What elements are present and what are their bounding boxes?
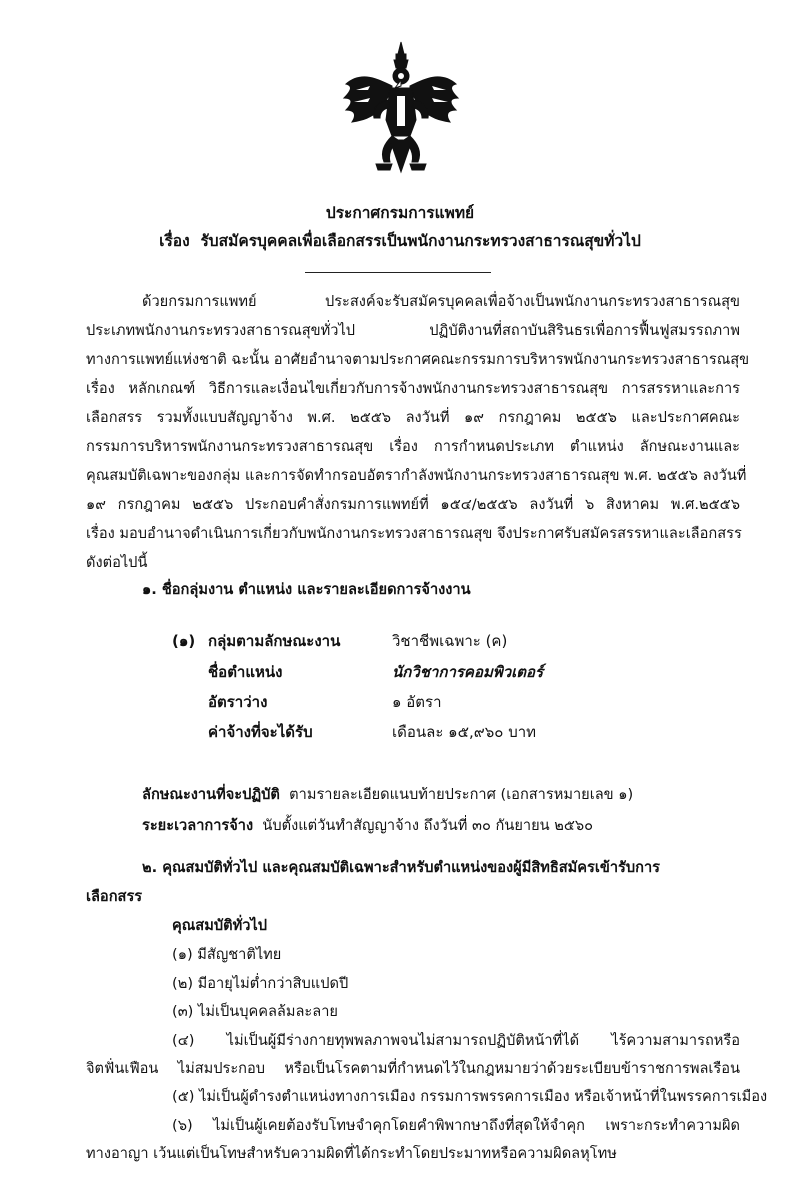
position-row-value: วิชาชีพเฉพาะ (ค) [392,632,508,650]
section2-heading: ๒. คุณสมบัติทั่วไป และคุณสมบัติเฉพาะสำหรับตำแหน่งของผู้มีสิทธิสมัครเข้ารับการ [142,859,661,876]
qualification-item: (๒) มีอายุไม่ต่ำกว่าสิบแปดปี [172,975,349,992]
position-row-value: ๑ อัตรา [392,693,442,711]
intro-line: ดังต่อไปนี้ [86,554,148,571]
period-label: ระยะเวลาการจ้าง [142,817,254,834]
intro-line: ประเภทพนักงานกระทรวงสาธารณสุขทั่วไป ปฏิบัติงานที่สถาบันสิรินธรเพื่อการฟื้นฟูสมรรถภาพ [86,322,740,339]
position-row-label: อัตราว่าง [208,693,268,711]
position-row-label: ค่าจ้างที่จะได้รับ [208,723,313,741]
position-row-label: กลุ่มตามลักษณะงาน [208,632,341,650]
intro-line: คุณสมบัติเฉพาะของกลุ่ม และการจัดทำกรอบอัตรากำลังพนักงานกระทรวงสาธารณสุข พ.ศ. ๒๕๕๖ ลงวันที่ [86,467,747,484]
qualification-item: (๔) ไม่เป็นผู้มีร่างกายทุพพลภาพจนไม่สามารถปฏิบัติหน้าที่ได้ ไร้ความสามารถหรือ [172,1032,740,1049]
intro-line: ทางการแพทย์แห่งชาติ ฉะนั้น อาศัยอำนาจตามประกาศคณะกรรมการบริหารพนักงานกระทรวงสาธารณสุข [86,351,750,368]
duty-line [142,785,633,805]
duty-label: ลักษณะงานที่จะปฏิบัติ [142,786,280,803]
qualification-item: (๕) ไม่เป็นผู้ดำรงตำแหน่งทางการเมือง กรรมการพรรคการเมือง หรือเจ้าหน้าที่ในพรรคการเมือง [172,1088,768,1105]
section1-heading: ๑. ชื่อกลุ่มงาน ตำแหน่ง และรายละเอียดการจ้างงาน [142,581,471,598]
position-row-value: เดือนละ ๑๕,๙๖๐ บาท [392,723,537,741]
intro-line: ๑๙ กรกฎาคม ๒๕๕๖ ประกอบคำสั่งกรมการแพทย์ที่ ๑๕๔/๒๕๕๖ ลงวันที่ ๖ สิงหาคม พ.ศ.๒๕๕๖ [86,496,740,513]
period-value: นับตั้งแต่วันทำสัญญาจ้าง ถึงวันที่ ๓๐ กันยายน ๒๕๖๐ [262,817,594,834]
qualification-item-cont: จิตฟั่นเฟือน ไม่สมประกอบ หรือเป็นโรคตามที่กำหนดไว้ในกฎหมายว่าด้วยระเบียบข้าราชการพลเรือน [86,1060,740,1077]
intro-line: ด้วยกรมการแพทย์ ประสงค์จะรับสมัครบุคคลเพื่อจ้างเป็นพนักงานกระทรวงสาธารณสุข [142,293,740,310]
announcement-title: ประกาศกรมการแพทย์ [325,204,475,222]
qualification-item: (๓) ไม่เป็นบุคคลล้มละลาย [172,1003,338,1020]
position-title-value: นักวิชาการคอมพิวเตอร์ [392,663,544,681]
intro-line: เรื่อง มอบอำนาจดำเนินการเกี่ยวกับพนักงานกระทรวงสาธารณสุข จึงประกาศรับสมัครสรรหาและเลือกสรร [86,525,742,542]
qualification-item: (๑) มีสัญชาติไทย [172,946,282,963]
qualification-item-cont: ทางอาญา เว้นแต่เป็นโทษสำหรับความผิดที่ได้กระทำโดยประมาทหรือความผิดลหุโทษ [86,1145,617,1162]
position-item-number: (๑) [172,632,196,650]
intro-line: กรรมการบริหารพนักงานกระทรวงสาธารณสุข เรื่อง การกำหนดประเภท ตำแหน่ง ลักษณะงานและ [86,438,740,455]
intro-line: เรื่อง หลักเกณฑ์ วิธีการและเงื่อนไขเกี่ยวกับการจ้างพนักงานกระทรวงสาธารณสุข การสรรหาและการ [86,380,740,397]
announcement-subject [0,228,800,253]
subject-text: รับสมัครบุคคลเพื่อเลือกสรรเป็นพนักงานกระทรวงสาธารณสุขทั่วไป [200,232,641,250]
subject-label: เรื่อง [159,232,190,250]
qualification-item: (๖) ไม่เป็นผู้เคยต้องรับโทษจำคุกโดยคำพิพากษาถึงที่สุดให้จำคุก เพราะกระทำความผิด [172,1117,740,1134]
section2-heading-cont: เลือกสรร [86,888,143,905]
period-line [142,816,593,836]
intro-line: เลือกสรร รวมทั้งแบบสัญญาจ้าง พ.ศ. ๒๕๕๖ ลงวันที่ ๑๙ กรกฎาคม ๒๕๕๖ และประกาศคณะ [86,409,740,426]
title-divider [305,272,491,273]
general-qualifications-title: คุณสมบัติทั่วไป [172,917,267,934]
garuda-emblem-icon [340,40,462,180]
duty-value: ตามรายละเอียดแนบท้ายประกาศ (เอกสารหมายเลข ๑) [289,786,634,803]
position-row-label: ชื่อตำแหน่ง [208,663,283,681]
